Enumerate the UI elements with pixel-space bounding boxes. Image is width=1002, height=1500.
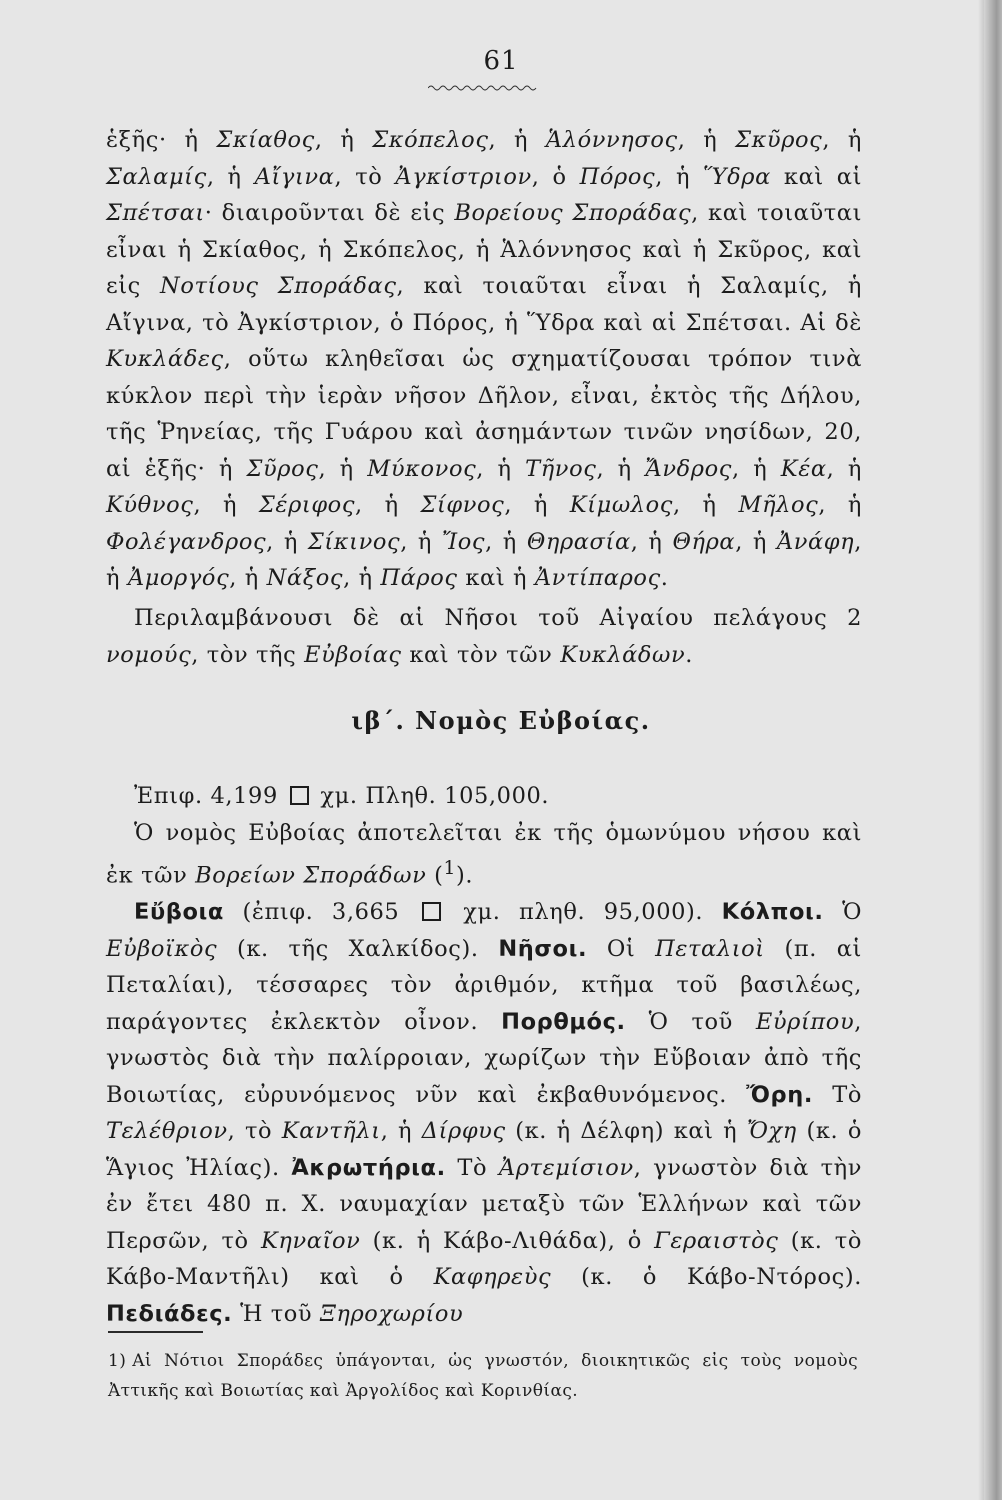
run-italic: Βορείους Σποράδας bbox=[454, 200, 692, 226]
run-italic: Κυκλάδες bbox=[106, 346, 224, 372]
footnote bbox=[108, 1346, 858, 1406]
run-italic: Ἀνάφη bbox=[776, 528, 855, 555]
run-italic: Κηναῖον bbox=[260, 1227, 361, 1254]
run: , ὁ bbox=[531, 163, 580, 190]
footnote-rule bbox=[108, 1331, 203, 1333]
run-bold: Πεδιάδες. bbox=[106, 1300, 233, 1327]
run: (κ. ἡ Δέλφη) καὶ ἡ bbox=[505, 1118, 747, 1144]
run: (π. αἱ Πεταλίαι), τέσσαρες τὸν ἀριθμόν, κτῆμα τοῦ βασιλέως, παράγοντες ἐκλεκτὸν οἶνον. bbox=[106, 935, 862, 1035]
square-unit-icon bbox=[290, 786, 309, 805]
run-italic: Καντῆλι bbox=[281, 1118, 381, 1144]
run-italic: Σίφνος bbox=[420, 492, 505, 518]
footnote-ref: 1 bbox=[443, 858, 457, 879]
euboea-section-body bbox=[106, 778, 862, 1332]
footnote-marker: 1) bbox=[108, 1351, 127, 1371]
run: καὶ αἱ bbox=[770, 163, 862, 190]
run-italic: Σαλαμίς bbox=[106, 163, 207, 190]
run: , ἡ bbox=[504, 492, 570, 518]
run: , ἡ bbox=[630, 528, 673, 555]
run-italic: Ὕδρα bbox=[703, 163, 771, 190]
run: , γνωστὸς διὰ τὴν παλίρροιαν, χωρίζων τὴν Εὔβοιαν ἀπὸ τῆς Βοιωτίας, εὐρυνόμενος νῦν καὶ ἐκβαθυνόμενος. bbox=[106, 1008, 862, 1108]
run-italic: Σίκινος bbox=[307, 528, 401, 555]
run: , τὸ bbox=[334, 163, 396, 190]
run-italic: Ἀρτεμίσιον bbox=[498, 1154, 634, 1181]
run-italic: Βορείων Σποράδων bbox=[195, 862, 427, 889]
run: χμ. πληθ. 95,000). bbox=[444, 899, 722, 925]
run: , ἡ bbox=[731, 455, 781, 482]
stats-population: χμ. Πληθ. 105,000. bbox=[320, 783, 550, 809]
square-unit-icon bbox=[422, 902, 441, 921]
euboea-paragraph bbox=[106, 894, 862, 1332]
footnote-text: Αἱ Νότιοι Σποράδες ὑπάγονται, ὡς γνωστόν, διοικητικῶς εἰς τοὺς νομοὺς Ἀττικῆς καὶ Βοιωτίας καὶ Ἀργολίδος καὶ Κορινθίας. bbox=[108, 1351, 858, 1401]
run-italic: Σπέτσαι bbox=[106, 200, 205, 226]
run-italic: Ἁλόννησος bbox=[545, 127, 678, 153]
run-italic: Πεταλιοὶ bbox=[655, 935, 765, 962]
run: , γνωστὸν διὰ τὴν ἐν ἔτει 480 π. Χ. ναυμαχίαν μεταξὺ τῶν Ἑλλήνων καὶ τῶν Περσῶν, τὸ bbox=[106, 1154, 862, 1254]
intro-paragraph bbox=[106, 122, 862, 597]
run: Ὁ τοῦ bbox=[625, 1008, 756, 1035]
run-italic: Κίμωλος bbox=[569, 492, 674, 518]
run: , καὶ τοιαῦται εἶναι ἡ Σκίαθος, ἡ Σκόπελος, ἡ Ἁλόννησος καὶ ἡ Σκῦρος, καὶ εἰς bbox=[106, 200, 863, 299]
run: , ἡ bbox=[206, 163, 255, 190]
run: , τὸ bbox=[227, 1118, 282, 1144]
run-italic: Μύκονος bbox=[367, 455, 477, 482]
run: Τὸ bbox=[813, 1081, 862, 1108]
run-italic: Γεραιστὸς bbox=[654, 1227, 779, 1254]
run-italic: Σκίαθος bbox=[216, 127, 315, 153]
run-italic: Σῦρος bbox=[246, 455, 319, 482]
page-number: 61 bbox=[483, 46, 519, 76]
run-italic: Νοτίους Σποράδας bbox=[160, 273, 397, 299]
run: ἑξῆς· ἡ bbox=[106, 127, 217, 153]
run-italic: Πόρος bbox=[579, 163, 656, 190]
run-bold: Ἀκρωτήρια. bbox=[291, 1154, 446, 1181]
run: καὶ ἡ bbox=[457, 565, 535, 591]
run: Ὁ bbox=[823, 899, 863, 925]
run: · διαιροῦνται δὲ εἰς bbox=[204, 200, 455, 226]
run: , ἡ bbox=[818, 492, 862, 518]
run: , ἡ bbox=[596, 455, 646, 482]
run: Ἡ τοῦ bbox=[232, 1300, 320, 1327]
run: Τὸ bbox=[445, 1154, 499, 1181]
run-italic: Πάρος bbox=[380, 565, 458, 591]
stats-area: Ἐπιφ. 4,199 bbox=[134, 783, 278, 809]
run: , ἡ bbox=[476, 455, 526, 482]
run: , ἡ bbox=[673, 492, 739, 518]
run-italic: Εὐρίπου bbox=[755, 1008, 855, 1035]
run: , ἡ bbox=[655, 163, 704, 190]
run: καὶ τὸν τῶν bbox=[401, 641, 561, 668]
run: ( bbox=[426, 862, 444, 889]
run: , ἡ bbox=[400, 528, 442, 555]
run: , ἡ bbox=[380, 1118, 422, 1144]
run-italic: Καφηρεὺς bbox=[433, 1264, 552, 1290]
run-italic: Φολέγανδρος bbox=[106, 528, 267, 555]
run: (κ. ὁ Κάβο-Ντόρος). bbox=[551, 1264, 862, 1290]
run-italic: νομούς bbox=[106, 641, 192, 668]
run: , ἡ bbox=[343, 565, 381, 591]
run-italic: Ἀμοργός bbox=[127, 565, 230, 591]
run: ). bbox=[456, 862, 474, 889]
run-italic: Σέριφος bbox=[258, 492, 356, 518]
run: (κ. ἡ Κάβο-Λιθάδα), ὁ bbox=[360, 1227, 655, 1254]
page-number-ornament bbox=[428, 84, 538, 92]
run-italic: Θήρα bbox=[672, 528, 736, 555]
run-italic: Ὄχη bbox=[746, 1118, 797, 1144]
run: , οὕτω κληθεῖσαι ὡς σχηματίζουσαι τρόπον τινὰ κύκλον περὶ τὴν ἱερὰν νῆσον Δῆλον, εἶναι, ἐκτὸς τῆς Δήλου, τῆς Ῥηνείας, τῆς Γυάρου καὶ ἀσημάντων τινῶν νησίδων, 20, αἱ ἑξῆς· ἡ bbox=[106, 346, 862, 482]
run-italic: Θηρασία bbox=[526, 528, 631, 555]
run-italic: Εὐβοϊκὸς bbox=[106, 935, 218, 962]
run: , τὸν τῆς bbox=[191, 641, 305, 668]
run: , ἡ bbox=[106, 528, 862, 591]
run: , ἡ bbox=[229, 565, 267, 591]
run: . bbox=[685, 641, 694, 668]
run: (κ. ὁ Ἅγιος Ἠλίας). bbox=[106, 1118, 862, 1181]
run-italic: Κύθνος bbox=[106, 492, 194, 518]
run-italic: Κέα bbox=[780, 455, 827, 482]
run: , ἡ bbox=[485, 528, 527, 555]
run-italic: Ἄνδρος bbox=[645, 455, 732, 482]
run: (κ. τὸ Κάβο-Μαντῆλι) καὶ ὁ bbox=[106, 1227, 862, 1290]
summary-paragraph-text bbox=[106, 600, 862, 673]
run-italic: Ἀγκίστριον bbox=[395, 163, 532, 190]
run: Οἱ bbox=[587, 935, 656, 962]
run: , ἡ bbox=[355, 492, 421, 518]
run: , ἡ bbox=[318, 455, 368, 482]
run-italic: Εὐβοίας bbox=[304, 641, 402, 668]
run: , ἡ bbox=[193, 492, 259, 518]
run-bold: Ὄρη. bbox=[746, 1081, 814, 1108]
run-italic: Τελέθριον bbox=[106, 1118, 228, 1144]
run: , ἡ bbox=[488, 127, 546, 153]
summary-paragraph bbox=[106, 600, 862, 673]
run-italic: Σκόπελος bbox=[372, 127, 489, 153]
run-italic: Αἴγινα bbox=[254, 163, 335, 190]
stats-line bbox=[106, 778, 862, 815]
run-italic: Ἀντίπαρος bbox=[534, 565, 661, 591]
run: , ἡ bbox=[266, 528, 308, 555]
run: (ἐπιφ. 3,665 bbox=[223, 899, 418, 925]
run: , καὶ τοιαῦται εἶναι ἡ Σαλαμίς, ἡ Αἴγινα, τὸ Ἀγκίστριον, ὁ Πόρος, ἡ Ὕδρα καὶ αἱ Σπέτσαι. Αἱ δὲ bbox=[106, 273, 862, 336]
run-italic: Δίρφυς bbox=[421, 1118, 506, 1144]
run-bold: Εὔβοια bbox=[134, 899, 224, 925]
run-italic: Τῆνος bbox=[525, 455, 597, 482]
run: . bbox=[660, 565, 669, 591]
run: , ἡ bbox=[735, 528, 777, 555]
run-italic: Ξηροχωρίου bbox=[319, 1300, 464, 1327]
run: Ὁ νομὸς Εὐβοίας ἀποτελεῖται ἐκ τῆς ὁμωνύμου νήσου καὶ ἐκ τῶν bbox=[106, 819, 862, 889]
run: , ἡ bbox=[826, 455, 862, 482]
run-italic: Ἴος bbox=[441, 528, 486, 555]
page-edge bbox=[984, 0, 1002, 1500]
composition-paragraph bbox=[106, 815, 862, 895]
run: , ἡ bbox=[314, 127, 373, 153]
run-bold: Κόλποι. bbox=[721, 899, 824, 925]
run-bold: Νῆσοι. bbox=[498, 935, 588, 962]
section-heading: ιβ΄. Νομὸς Εὐβοίας. bbox=[351, 706, 651, 735]
run-italic: Σκῦρος bbox=[735, 127, 823, 153]
run: , ἡ bbox=[822, 127, 862, 153]
run: Περιλαμβάνουσι δὲ αἱ Νῆσοι τοῦ Αἰγαίου πελάγους 2 bbox=[134, 605, 862, 631]
run-italic: Μῆλος bbox=[738, 492, 819, 518]
run-italic: Νάξος bbox=[266, 565, 344, 591]
run-bold: Πορθμός. bbox=[501, 1008, 626, 1035]
intro-paragraph-text bbox=[106, 122, 862, 597]
run: (κ. τῆς Χαλκίδος). bbox=[217, 935, 499, 962]
run: , ἡ bbox=[677, 127, 736, 153]
run-italic: Κυκλάδων bbox=[560, 641, 686, 668]
